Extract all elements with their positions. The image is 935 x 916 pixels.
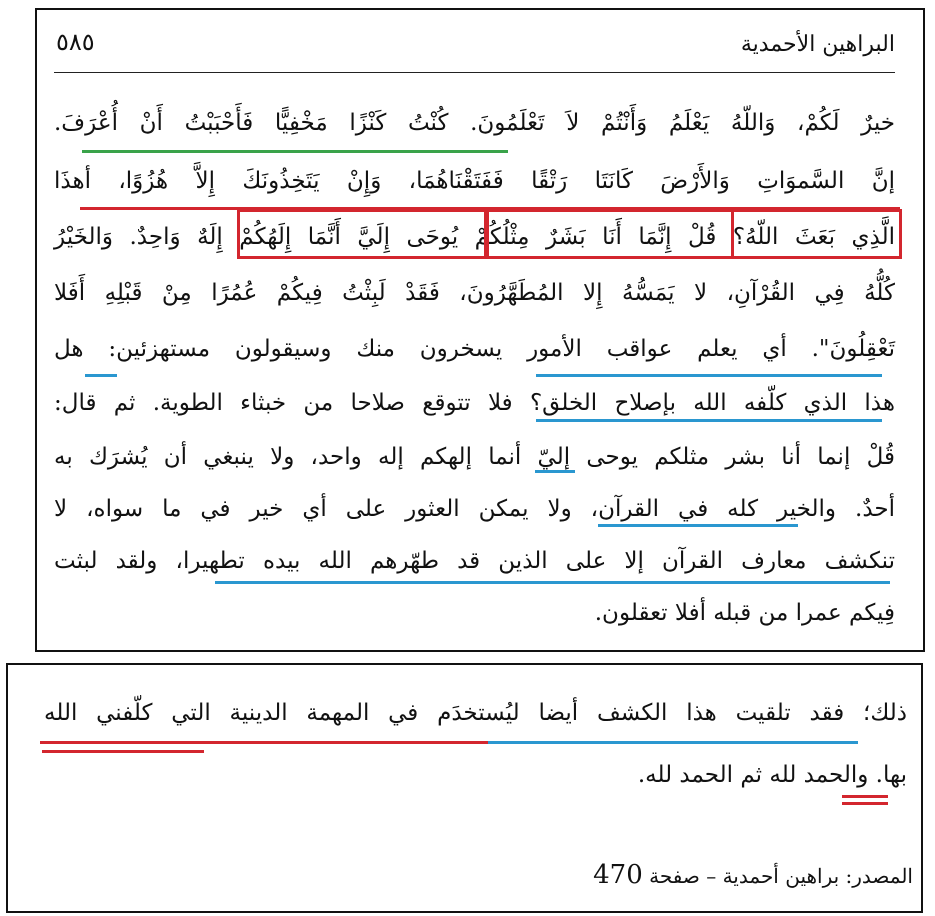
excerpt-line-8: أحدٌ. والخير كله في القرآن، ولا يمكن العثور على أي خير في ما سواه، لا xyxy=(54,496,895,522)
blue-underline-ilayya xyxy=(535,470,575,473)
source-label: المصدر: براهين أحمدية – صفحة xyxy=(649,864,913,888)
translation-line-1: ذلك؛ فقد تلقيت هذا الكشف أيضا ليُستخدَم في المهمة الدينية التي كلّفني الله xyxy=(44,700,907,726)
page-number: ٥٨٥ xyxy=(56,28,95,56)
blue-underline-taharahum xyxy=(215,581,890,584)
red-underline-biha-2 xyxy=(842,802,888,805)
blue-underline-hal xyxy=(85,374,117,377)
excerpt-line-5: تَعْقِلُونَ". أي يعلم عواقب الأمور يسخرون منك وسيقولون مستهزئين: هل xyxy=(54,336,895,362)
running-title: البراهين الأحمدية xyxy=(740,32,895,57)
red-box-qul xyxy=(486,209,734,259)
excerpt-line-1: خيرٌ لَكُمْ، وَاللّهُ يَعْلَمُ وَأَنْتُمْ لاَ تَعْلَمُونَ. كُنْتُ كَنْزًا مَخْفِيًّا فَأَحْبَبْتُ أَنْ أُعْرَفَ. xyxy=(54,110,895,136)
source-citation xyxy=(593,860,913,890)
excerpt-line-3: الَّذِي بَعَثَ اللّهُ؟ قُلْ إِنَّمَا أَنَا بَشَرٌ مِثْلُكُمْ يُوحَى إِلَيَّ أَنَّمَا إِلَهُكُمْ إِلَهٌ وَاحِدٌ. وَالخَيْرُ xyxy=(54,224,895,250)
source-page-number: 470 xyxy=(593,860,643,890)
header-rule xyxy=(54,72,895,73)
blue-underline-kashf xyxy=(488,741,858,744)
green-underline xyxy=(82,150,508,153)
blue-underline-yasakharun xyxy=(536,374,882,377)
excerpt-line-7: قُلْ إنما أنا بشر مثلكم يوحى إليّ أنما إلهكم إله واحد، ولا ينبغي أن يُشرَك به xyxy=(54,444,895,470)
red-underline-kallafani xyxy=(42,750,204,753)
translation-line-2: بها. والحمد لله ثم الحمد لله. xyxy=(637,762,907,788)
blue-underline-quran xyxy=(598,524,798,527)
excerpt-line-4: كُلُّهُ فِي القُرْآنِ، لا يَمَسُّهُ إِلا المُطَهَّرُونَ، فَقَدْ لَبِثْتُ فِيكُمْ عُمُرًا مِنْ قَبْلِهِ أَفَلا xyxy=(54,280,895,306)
red-box-alladhi xyxy=(731,209,902,259)
excerpt-line-2: إنَّ السَّموَاتِ وَالأَرْضَ كَانَتَا رَتْقًا فَفَتَقْنَاهُمَا، وَإِنْ يَتَخِذُونَكَ إِلاَّ هُزُوًا، أهذَا xyxy=(54,168,895,194)
red-underline-biha-1 xyxy=(842,795,888,798)
excerpt-line-6: هذا الذي كلّفه الله بإصلاح الخلق؟ فلا تتوقع صلاحا من خبثاء الطوية. ثم قال: xyxy=(54,390,895,416)
excerpt-line-10: فِيكم عمرا من قبله أفلا تعقلون. xyxy=(594,600,895,626)
blue-underline-islah xyxy=(536,419,882,422)
red-box-annama xyxy=(237,209,487,259)
red-underline-mahamma xyxy=(40,741,488,744)
excerpt-line-9: تنكشف معارف القرآن إلا على الذين قد طهّرهم الله بيده تطهيرا، ولقد لبثت xyxy=(54,548,895,574)
